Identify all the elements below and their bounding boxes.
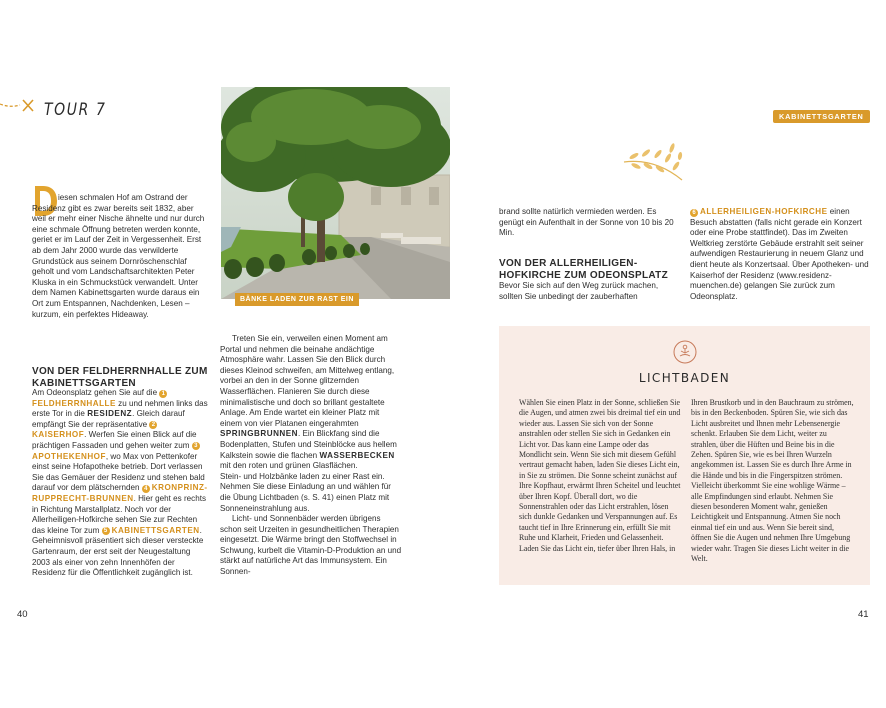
lichtbaden-box: [499, 326, 870, 585]
paragraph-text: einen Besuch abstatten (falls nicht gerade ein Konzert oder eine Probe stattfindet). Das im Zweiten Weltkrieg zerstörte Gebäude erstrahlt seit seiner aufwendigen Restaurierung in neuem Glanz und dient heute als Konzertsaal. Über Apotheken- und Kaiserhof der Residenz (www.residenz-muenchen.de) gelangen Sie zurück zum Odeonsplatz.: [690, 207, 869, 301]
paragraph-text: . Ein Blickfang sind die Bodenplatten, Stufen und Steinblöcke aus hellem Kalkstein sowie die flachen: [220, 429, 397, 460]
tour-label: TOUR 7: [44, 100, 107, 120]
column-4-text: [690, 207, 874, 302]
marker-1: 1: [159, 390, 167, 398]
route-text: Am Odeonsplatz gehen Sie auf die: [32, 388, 158, 397]
marker-2: 2: [149, 421, 157, 429]
route-text: . Geheimnisvoll präsentiert sich dieser versteckte Gartenraum, der erst seit der Neugestaltung 2003 als einer von zehn Innenhöfen der Residenz für die Öffentlichkeit zugänglich ist.: [32, 525, 204, 578]
marker-4: 4: [142, 485, 150, 493]
place-springbrunnen: SPRINGBRUNNEN: [220, 429, 299, 439]
route-line-decoration: [0, 96, 44, 118]
paragraph-text: mit den roten und grünen Glasflächen.: [220, 461, 358, 471]
place-residenz: RESIDENZ: [87, 409, 133, 419]
lichtbaden-text-right: Ihren Brustkorb und in den Bauchraum zu strömen, bis in den Beckenboden. Spüren Sie, wie sich das Licht ausbreitet und Ihnen mehr Lebensenergie schenkt. Erlauben Sie dem Licht, weiter zu strahlen, über die Hüften und Beine bis in die Zehen. Spüren Sie, wie es bei Ihren Wurzeln angekommen ist. Lassen Sie es durch Ihre Arme in die Hände und bis in die Fingerspitzen strömen. Vielleicht überkommt Sie eine wohlige Wärme – alle Empfindungen sind erlaubt. Nehmen Sie diesen besonderen Moment wahr, genießen Leichtigkeit und Entspannung. Atmen Sie noch einmal tief ein und aus. Wenn Sie bereit sind, öffnen Sie die Augen und nehmen Ihre Umgebung wieder wahr. Tragen Sie dieses Licht weiter in die Welt.: [691, 398, 854, 564]
wheat-decoration-icon: [620, 138, 690, 188]
place-kaiserhof: KAISERHOF: [32, 430, 85, 440]
paragraph-enter-garden: [220, 334, 403, 472]
place-wasserbecken: WASSERBECKEN: [319, 450, 395, 460]
section-heading-feldherrnhalle: VON DER FELDHERRNHALLE ZUM KABINETTSGARTEN: [32, 366, 208, 389]
intro-paragraph: iesen schmalen Hof am Ostrand der Residenz gibt es zwar bereits seit 1832, aber weil er mehr einer Nische ähnelte und nur durch eine schmale Öffnung betreten werden konnte, geriet er im Lauf der Zeit in Vergessenheit. Erst ab dem Jahr 2000 wurde das verwilderte Grundstück aus seinem Dornröschenschlaf geholt und vom Landschaftsarchitekten Peter Kluska in ein Schmuckstück verwandelt. Unter dem Namen Kabinettsgarten wurde daraus ein Ort zum Entspannen, Nachdenken, Lesen – kurzum, ein perfektes Hideaway.: [32, 193, 205, 319]
intro-text-block: [32, 193, 208, 320]
column-3-bottom-text: Bevor Sie sich auf den Weg zurück machen, sollten Sie unbedingt der zauberhaften: [499, 281, 659, 301]
garden-photo: [221, 87, 450, 299]
paragraph-text: Treten Sie ein, verweilen einen Moment am Portal und nehmen die beinahe andächtige Atmosphäre wahr. Lassen Sie den Blick durch dieses Kleinod schweifen, am Mittelweg entlang, vorbei an den in der Sonne glitzernden Wasserflächen. Flanieren Sie durch diese minimalistische und doch so brillant gestaltete Anlage. Am Ende wartet ein kleiner Platz mit einem von vier Platanen eingerahmten: [220, 334, 395, 428]
page-number-right: 41: [858, 609, 869, 620]
place-feldherrnhalle: FELDHERRNHALLE: [32, 398, 116, 408]
column-2-text: [220, 334, 403, 578]
section-badge: KABINETTSGARTEN: [773, 110, 870, 123]
marker-5: 5: [102, 527, 110, 535]
route-text-block: [32, 388, 208, 579]
place-kabinettsgarten: KABINETTSGARTEN: [111, 525, 200, 535]
page-number-left: 40: [17, 609, 28, 620]
lichtbaden-text-left: Wählen Sie einen Platz in der Sonne, schließen Sie die Augen, und atmen zwei bis dreimal tief ein und wieder aus. Lassen Sie sich von der Sonne anstrahlen oder stellen Sie sich in Gedanken ein Licht vor. Das kann eine Lampe oder das Mondlicht sein. Wenn Sie sich mit diesem Gefühl vertraut gemacht haben, laden Sie dieses Licht ein, in Sie zu strömen. Die Sonne scheint zunächst auf Ihre Kopfhaut, erwärmt Ihren Scheitel und leuchtet über Ihren Kopf. Überall dort, wo die Sonnenstrahlen oder das Licht erstrahlen, lösen sich dunkle Gedanken und Verspannungen auf. Es taucht tief in Ihre Erinnerung ein, erfüllt Sie mit Ruhe und Klarheit, Frieden und Gelassenheit. Laden Sie das Licht ein, tiefer über Ihren Hals, in: [519, 398, 681, 553]
place-allerheiligen-hofkirche: ALLERHEILIGEN-HOFKIRCHE: [700, 207, 828, 216]
marker-3: 3: [192, 442, 200, 450]
column-3-top-text: brand sollte natürlich vermieden werden. Es genügt ein Aufenthalt in der Sonne von 10 bis 20 Min.: [499, 207, 674, 238]
route-text: . Werfen Sie einen Blick auf die prächtigen Fassaden und gehen weiter zum: [32, 430, 197, 450]
photo-caption: BÄNKE LADEN ZUR RAST EIN: [235, 293, 359, 306]
route-text: . Gleich darauf empfängt Sie der repräsentative: [32, 409, 185, 429]
lichtbaden-title: LICHTBADEN: [638, 371, 731, 385]
route-text: , wo Max von Pettenkofer einst seine Hofapotheke betrieb. Dort verlassen Sie das Gemäuer der Residenz und stehen bald darauf vor dem plätschernden: [32, 451, 205, 493]
route-text: . Hier geht es rechts in Richtung Marstallplatz. Noch vor der Allerheiligen-Hofkirche sehen Sie zur Rechten das kleine Tor zum: [32, 493, 207, 535]
place-apothekenhof: APOTHEKENHOF: [32, 451, 106, 461]
paragraph-benches: Stein- und Holzbänke laden zu einer Rast ein. Nehmen Sie diese Einladung an und wählen für die Übung Lichtbaden (s. S. 41) einen Platz mit Sonneneinstrahlung aus.: [220, 471, 391, 513]
place-kronprinz-brunnen: KRONPRINZ-RUPPRECHT-BRUNNEN: [32, 483, 208, 503]
section-heading-allerheiligen: VON DER ALLERHEILIGEN-HOFKIRCHE ZUM ODEONSPLATZ: [499, 258, 668, 281]
marker-6: 6: [690, 209, 698, 217]
route-text: zu und nehmen links das erste Tor in die: [32, 398, 208, 419]
paragraph-sunbaths: Licht- und Sonnenbäder werden übrigens schon seit Urzeiten in gesundheitlichen Therapien eingesetzt. Die Wärme bringt den Stoffwechsel in Schwung, kurbelt die Vitamin-D-Produktion an und stärkt auf natürliche Art das Immunsystem. Ein Sonnen-: [220, 514, 402, 577]
meditation-icon: [673, 340, 697, 364]
